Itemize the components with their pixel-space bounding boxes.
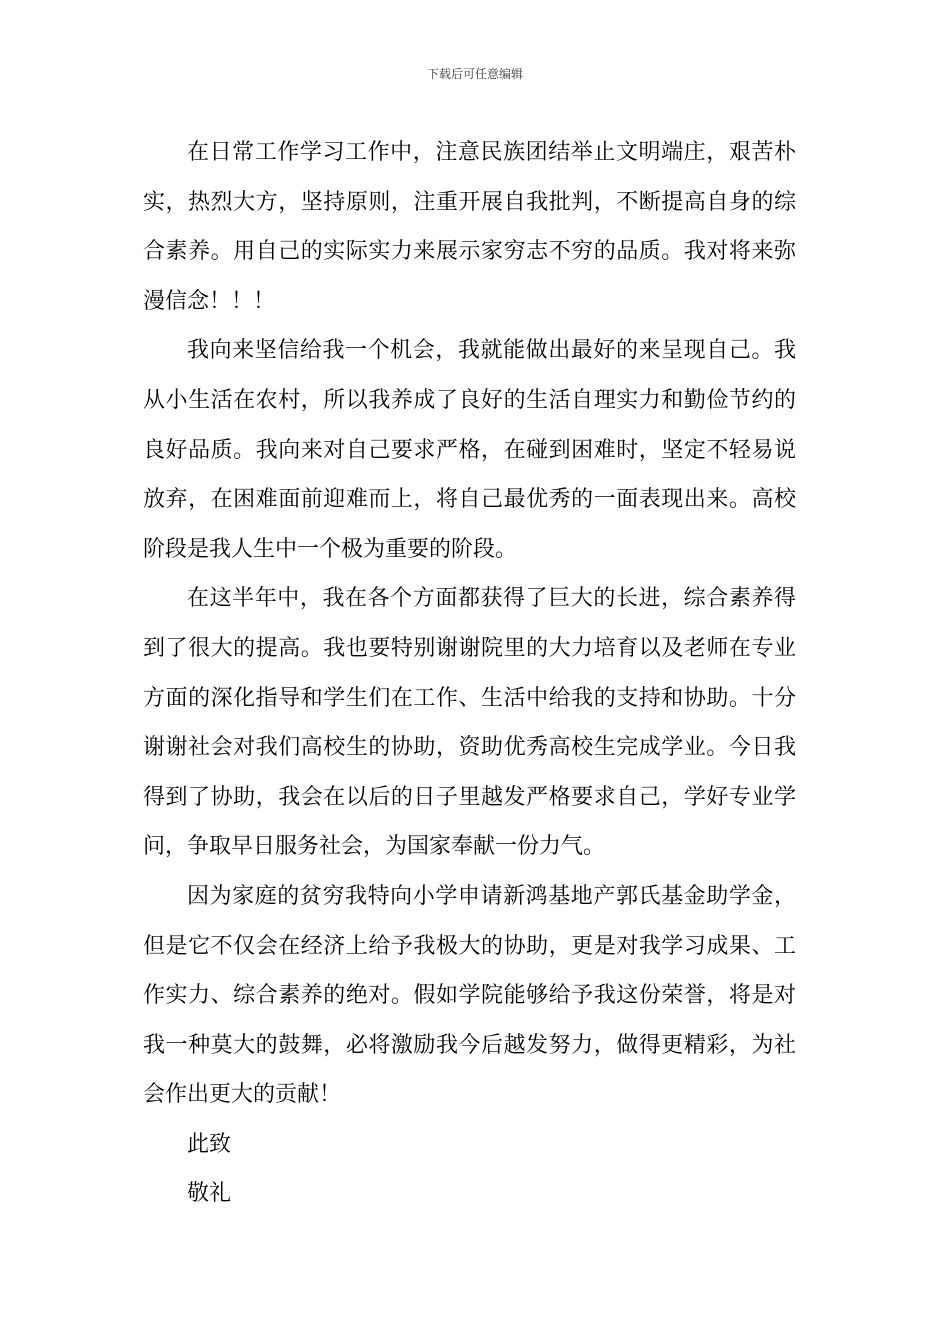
paragraph-4: 因为家庭的贫穷我特向小学申请新鸿基地产郭氏基金助学金，但是它不仅会在经济上给予我极大的协助，更是对我学习成果、工作实力、综合素养的绝对。假如学院能够给予我这份荣誉，将是对我一种莫大的鼓舞，必将激励我今后越发努力，做得更精彩，为社会作出更大的贡献！	[143, 883, 796, 1108]
closing-regards: 敬礼	[187, 1181, 232, 1207]
paragraph-2: 我向来坚信给我一个机会，我就能做出最好的来呈现自己。我从小生活在农村，所以我养成了良好的生活自理实力和勤俭节约的良好品质。我向来对自己要求严格，在碰到困难时，坚定不轻易说放弃，在困难面前迎难而上，将自己最优秀的一面表现出来。高校阶段是我人生中一个极为重要的阶段。	[143, 338, 796, 562]
page-header-note: 下载后可任意编辑	[426, 67, 523, 81]
document-body	[143, 128, 796, 1219]
paragraph-1: 在日常工作学习工作中，注意民族团结举止文明端庄，艰苦朴实，热烈大方，坚持原则，注重开展自我批判，不断提高自身的综合素养。用自己的实际实力来展示家穷志不穷的品质。我对将来弥漫信念！！！	[143, 140, 796, 314]
closing-salutation: 此致	[187, 1131, 232, 1157]
paragraph-3: 在这半年中，我在各个方面都获得了巨大的长进，综合素养得到了很大的提高。我也要特别谢谢院里的大力培育以及老师在专业方面的深化指导和学生们在工作、生活中给我的支持和协助。十分谢谢社会对我们高校生的协助，资助优秀高校生完成学业。今日我得到了协助，我会在以后的日子里越发严格要求自己，学好专业学问，争取早日服务社会，为国家奉献一份力气。	[143, 586, 796, 860]
